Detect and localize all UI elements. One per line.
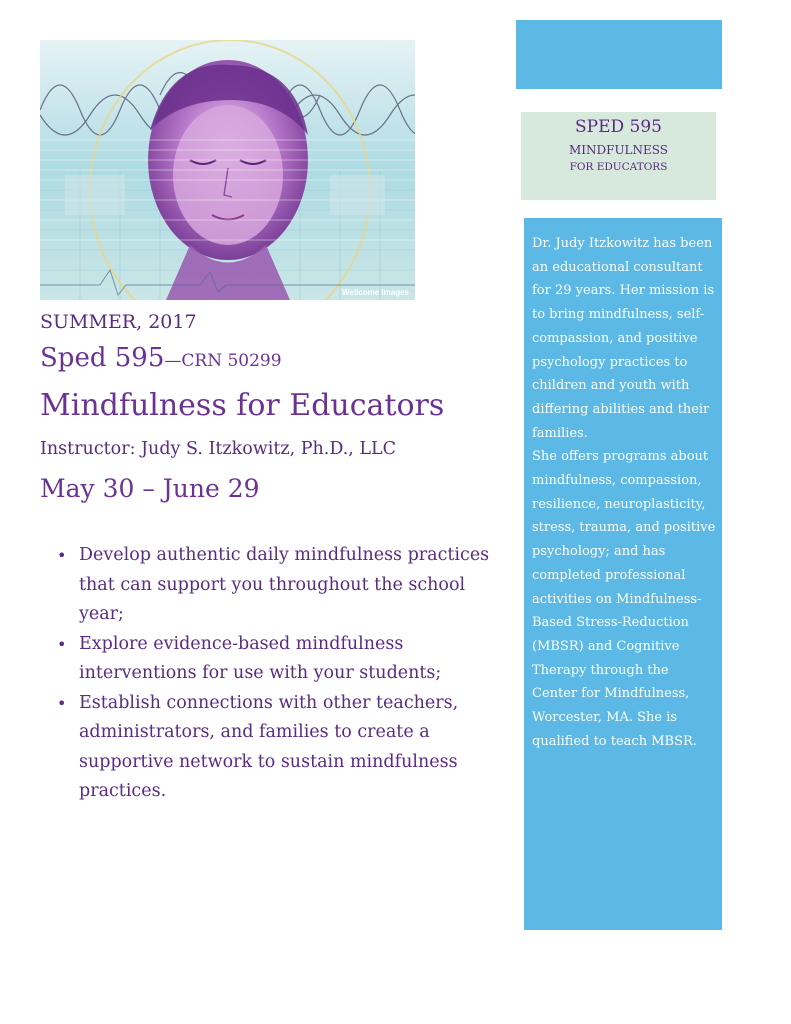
course-code-line [40, 343, 282, 373]
list-item [57, 630, 499, 689]
box-subtitle-2: FOR EDUCATORS [569, 161, 668, 173]
instructor-line: Instructor: Judy S. Itzkowitz, Ph.D., LLC [40, 439, 397, 459]
course-summary-box [521, 112, 716, 200]
box-subtitle-1: MINDFULNESS [568, 143, 669, 157]
meditating-woman-illustration [40, 40, 415, 300]
bio-paragraph-1: Dr. Judy Itzkowitz has been an educational consultant for 29 years. Her mission is to bring mindfulness, self-compassion, and positive psychology practices to children and youth with differing abilities and their families. [532, 236, 715, 441]
objective-text: Establish connections with other teachers, administrators, and families to create a supportive network to sustain mindfulness practices. [79, 692, 459, 801]
objective-text: Develop authentic daily mindfulness practices that can support you throughout the school year; [79, 545, 490, 624]
list-item [57, 689, 499, 807]
bio-paragraph-2: She offers programs about mindfulness, compassion, resilience, neuroplasticity, stress, trauma, and positive psychology; and has completed professional activities on Mindfulness-Based Stress-Reduction (MBSR) and Cognitive Therapy through the Center for Mindfulness, Worcester, MA. She is qualified to teach MBSR. [532, 449, 716, 749]
decorative-blue-block [516, 20, 722, 89]
image-credit: Wellcome Images [342, 288, 409, 297]
page-title: Mindfulness for Educators [40, 388, 445, 423]
semester-label: SUMMER, 2017 [40, 311, 197, 333]
course-crn: —CRN 50299 [164, 351, 282, 371]
course-dates: May 30 – June 29 [40, 474, 260, 503]
objectives-list [55, 541, 499, 807]
list-item [57, 541, 499, 630]
hero-image [40, 40, 415, 300]
bullet-icon: • [57, 693, 67, 713]
instructor-bio-box [524, 218, 722, 930]
box-course-code: SPED 595 [575, 117, 662, 137]
bullet-icon: • [57, 546, 67, 565]
course-code: Sped 595 [40, 343, 165, 373]
objective-text: Explore evidence-based mindfulness interventions for use with your students; [79, 633, 442, 683]
bullet-icon: • [57, 634, 67, 654]
